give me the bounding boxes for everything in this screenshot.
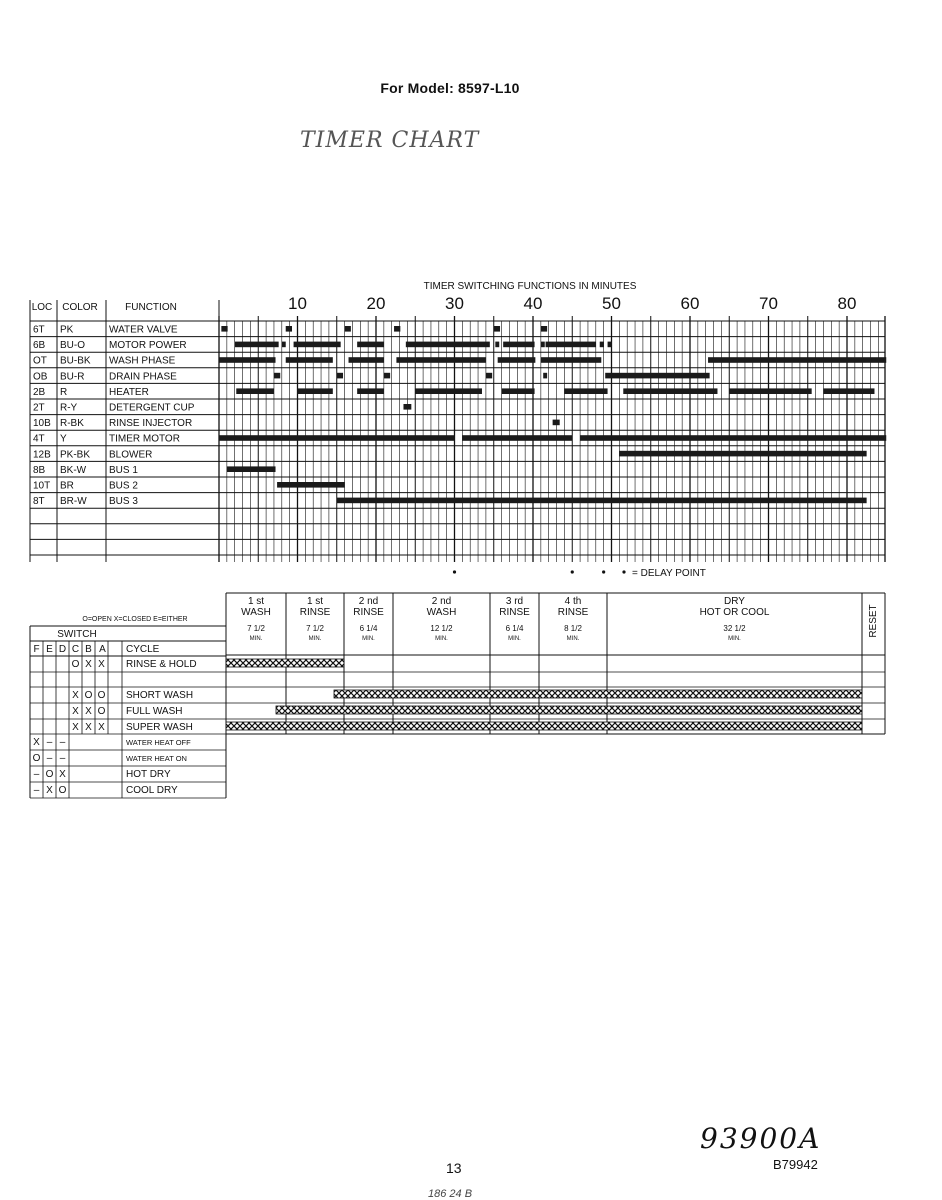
row-color: BK-W (60, 464, 87, 476)
option-state: O (32, 753, 41, 764)
switch-state: O (97, 706, 106, 717)
row-function: DETERGENT CUP (109, 402, 195, 414)
row-function: BUS 3 (109, 496, 138, 508)
timer-chart-title: TIMER SWITCHING FUNCTIONS IN MINUTES (423, 281, 637, 292)
phase-time: 32 1/2 (723, 624, 746, 633)
row-color: R-BK (60, 418, 84, 430)
switch-letter: A (99, 644, 106, 655)
row-color: PK (60, 324, 74, 336)
phase-name: 1 st (247, 596, 265, 607)
switch-state: X (85, 722, 92, 733)
switch-letter: E (46, 644, 53, 655)
phase-unit: MIN. (435, 636, 448, 642)
phase-name: 1 st (306, 596, 324, 607)
minute-label: 10 (288, 294, 307, 313)
phase-name: 2 nd (431, 596, 452, 607)
phase-name: 2 nd (358, 596, 379, 607)
row-loc: 12B (33, 449, 51, 461)
cycle-bar (226, 722, 862, 730)
phase-name: DRY (724, 596, 745, 607)
option-state: – (59, 737, 66, 748)
phase-name: RINSE (353, 607, 384, 618)
row-loc: 8T (33, 496, 45, 508)
row-color: R (60, 386, 68, 398)
switch-legend: O=OPEN X=CLOSED E=EITHER (82, 616, 188, 623)
row-function: BUS 1 (109, 464, 138, 476)
option-name: HOT DRY (126, 769, 171, 780)
row-function: RINSE INJECTOR (109, 418, 193, 430)
option-name: WATER HEAT OFF (126, 738, 191, 747)
option-state: – (33, 785, 40, 796)
row-loc: 2B (33, 386, 46, 398)
cycle-bar (226, 659, 344, 667)
cycle-bar (276, 706, 862, 714)
switch-state: O (71, 659, 80, 670)
switch-letter: C (71, 644, 80, 655)
row-loc: OB (33, 371, 48, 383)
phase-name: RINSE (557, 607, 589, 618)
minute-label: 30 (445, 294, 464, 313)
row-function: WASH PHASE (109, 355, 176, 367)
switch-state: X (98, 722, 105, 733)
phase-name: HOT OR COOL (699, 607, 770, 618)
row-color: BU-BK (60, 355, 91, 367)
option-state: X (33, 737, 40, 748)
row-function: HEATER (109, 386, 149, 398)
part-number: B79942 (773, 1157, 818, 1172)
row-color: BU-O (60, 340, 85, 352)
minute-label: 70 (759, 294, 778, 313)
loc-column-header: LOC (31, 302, 53, 313)
row-color: PK-BK (60, 449, 91, 461)
phase-time: 7 1/2 (247, 624, 265, 633)
cycle-name: FULL WASH (126, 706, 183, 717)
switch-state: X (72, 690, 79, 701)
row-loc: 10B (33, 418, 51, 430)
option-state: – (46, 737, 53, 748)
switch-state: X (85, 706, 92, 717)
phase-time: 7 1/2 (306, 624, 324, 633)
phase-time: 6 1/4 (505, 624, 524, 633)
row-loc: 6B (33, 340, 46, 352)
phase-name: RINSE (499, 607, 530, 618)
page-number: 13 (446, 1160, 462, 1176)
row-loc: 8B (33, 464, 46, 476)
row-loc: 6T (33, 324, 45, 336)
phase-unit: MIN. (508, 636, 521, 642)
option-name: COOL DRY (126, 785, 178, 796)
switch-state: X (72, 706, 79, 717)
reset-label: RESET (868, 604, 879, 638)
row-loc: 2T (33, 402, 45, 414)
switch-state: X (85, 659, 92, 670)
switch-state: O (84, 690, 93, 701)
phase-name: 3 rd (505, 596, 524, 607)
option-state: – (46, 753, 53, 764)
option-state: X (46, 785, 53, 796)
phase-time: 6 1/4 (359, 624, 378, 633)
delay-point-legend: = DELAY POINT (632, 568, 706, 579)
switch-state: O (97, 690, 106, 701)
row-function: TIMER MOTOR (109, 433, 180, 445)
row-function: WATER VALVE (109, 324, 178, 336)
phase-unit: MIN. (728, 636, 741, 642)
row-function: BLOWER (109, 449, 153, 461)
row-loc: 10T (33, 480, 51, 492)
switch-state: X (72, 722, 79, 733)
row-loc: OT (33, 355, 47, 367)
minute-label: 50 (602, 294, 621, 313)
phase-unit: MIN. (566, 636, 580, 642)
row-function: MOTOR POWER (109, 340, 187, 352)
cycle-header: CYCLE (126, 644, 160, 655)
option-state: – (59, 753, 66, 764)
row-color: BR-W (60, 496, 87, 508)
option-state: X (59, 769, 66, 780)
phase-time: 8 1/2 (564, 624, 582, 633)
minute-label: 60 (680, 294, 700, 313)
cycle-bar (334, 690, 862, 698)
minute-label: 80 (837, 294, 857, 313)
row-color: BU-R (60, 371, 85, 383)
handwritten-note: TIMER CHART (300, 128, 480, 153)
row-function: BUS 2 (109, 480, 138, 492)
option-state: O (45, 769, 54, 780)
row-loc: 4T (33, 433, 45, 445)
switch-header: SWITCH (57, 629, 97, 640)
cycle-name: SUPER WASH (126, 722, 193, 733)
cycle-name: SHORT WASH (126, 690, 194, 701)
switch-letter: D (58, 644, 67, 655)
row-color: Y (60, 433, 67, 445)
switch-letter: B (85, 644, 92, 655)
phase-unit: MIN. (249, 636, 263, 642)
option-name: WATER HEAT ON (126, 754, 187, 763)
option-state: – (33, 769, 40, 780)
minute-label: 20 (366, 294, 386, 313)
cycle-name: RINSE & HOLD (126, 659, 197, 670)
row-color: BR (60, 480, 74, 492)
document-number: 93900A (700, 1122, 822, 1155)
phase-name: WASH (426, 607, 457, 618)
switch-state: X (98, 659, 105, 670)
color-column-header: COLOR (62, 302, 98, 313)
row-function: DRAIN PHASE (109, 371, 177, 383)
phase-unit: MIN. (308, 636, 322, 642)
phase-time: 12 1/2 (430, 624, 453, 633)
option-state: O (58, 785, 67, 796)
model-title: For Model: 8597-L10 (380, 80, 520, 96)
phase-unit: MIN. (362, 636, 375, 642)
switch-letter: F (33, 644, 40, 655)
phase-name: RINSE (299, 607, 331, 618)
row-color: R-Y (60, 402, 78, 414)
function-column-header: FUNCTION (125, 302, 177, 313)
bottom-mark: 186 24 B (428, 1188, 473, 1200)
phase-name: 4 th (564, 596, 582, 607)
minute-label: 40 (523, 294, 543, 313)
phase-name: WASH (241, 607, 271, 618)
